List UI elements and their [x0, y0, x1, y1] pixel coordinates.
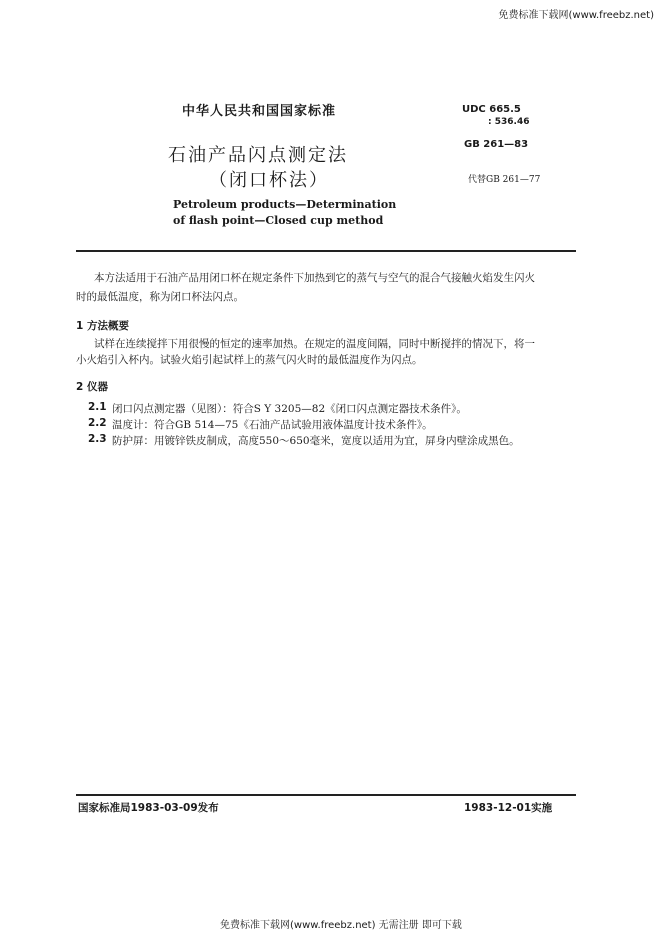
item-text: 温度计：符合GB 514—75《石油产品试验用液体温度计技术条件》。 — [112, 419, 433, 431]
bottom-watermark: 免费标准下载网(www.freebz.net) 无需注册 即可下载 — [220, 920, 462, 931]
item-number: 2.1 — [88, 401, 107, 413]
intro-paragraph-line1: 本方法适用于石油产品用闭口杯在规定条件下加热到它的蒸气与空气的混合气接触火焰发生闪火 — [94, 272, 535, 284]
intro-paragraph-line2: 时的最低温度，称为闭口杯法闪点。 — [76, 291, 244, 303]
effective-date: 1983-12-01实施 — [464, 802, 553, 814]
section-1-line2: 小火焰引入杯内。试验火焰引起试样上的蒸气闪火时的最低温度作为闪点。 — [76, 354, 423, 366]
item-number: 2.3 — [88, 433, 107, 445]
item-number: 2.2 — [88, 417, 107, 429]
header-divider — [76, 250, 576, 252]
title-chinese: 石油产品闪点测定法 — [168, 145, 348, 166]
title-english-line1: Petroleum products—Determination — [173, 198, 397, 211]
title-chinese-subtitle: （闭口杯法） — [209, 170, 329, 191]
supersedes-note: 代替GB 261—77 — [468, 175, 541, 185]
udc-code-sub: : 536.46 — [488, 117, 530, 127]
gb-number: GB 261—83 — [464, 139, 529, 150]
footer-divider — [76, 794, 576, 796]
section-1-line1: 试样在连续搅拌下用很慢的恒定的速率加热。在规定的温度间隔，同时中断搅拌的情况下，将一 — [94, 338, 535, 350]
udc-code: UDC 665.5 — [462, 104, 521, 115]
item-text: 闭口闪点测定器（见图）：符合S Y 3205—82《闭口闪点测定器技术条件》。 — [112, 403, 467, 415]
section-2-heading: 2 仪器 — [76, 381, 108, 393]
issuing-organization: 中华人民共和国国家标准 — [182, 104, 337, 119]
issue-date: 国家标准局1983-03-09发布 — [78, 802, 219, 814]
title-english-line2: of flash point—Closed cup method — [173, 214, 384, 227]
section-1-heading: 1 方法概要 — [76, 320, 129, 332]
top-watermark: 免费标准下载网(www.freebz.net) — [498, 10, 654, 21]
item-text: 防护屏：用镀锌铁皮制成，高度550～650毫米，宽度以适用为宜，屏身内壁涂成黑色。 — [112, 435, 520, 447]
